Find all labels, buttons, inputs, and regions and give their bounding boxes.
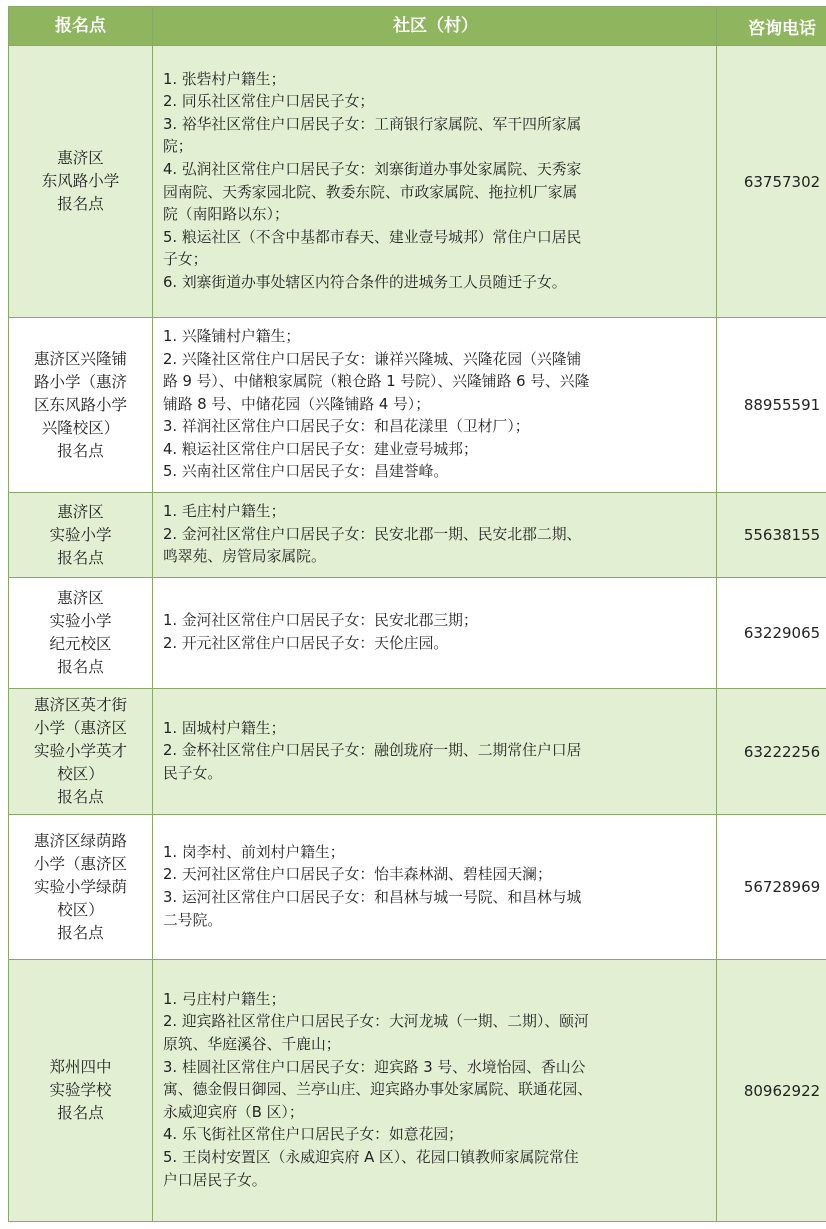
place-cell [9, 689, 153, 815]
community-item: 2. 开元社区常住户口居民子女：天伦庄园。 [163, 635, 449, 652]
place-line: 惠济区英才街 [33, 696, 127, 714]
community-item: 2. 兴隆社区常住户口居民子女：谦祥兴隆城、兴隆花园（兴隆铺 [163, 350, 582, 368]
phone-cell: 55638155 [717, 493, 826, 578]
community-item: 路 9 号）、中储粮家属院（粮仓路 1 号院）、兴隆铺路 6 号、兴隆 [163, 373, 590, 391]
place-line: 惠济区兴隆铺 [33, 349, 127, 368]
header-place: 报名点 [9, 7, 153, 46]
community-item: 3. 桂圆社区常住户口居民子女：迎宾路 3 号、水境怡园、香山公 [163, 1058, 586, 1076]
community-item: 6. 刘寨街道办事处辖区内符合条件的进城务工人员随迁子女。 [163, 273, 567, 291]
community-item: 院（南阳路以东）； [163, 206, 289, 224]
community-item: 2. 金杯社区常住户口居民子女：融创珑府一期、二期常住户口居 [163, 742, 582, 760]
community-cell [153, 960, 717, 1222]
place-line: 小学（惠济区 [33, 719, 127, 737]
community-item: 鸣翠苑、房管局家属院。 [163, 548, 326, 566]
place-line: 校区） [57, 765, 104, 783]
community-item: 铺路 8 号、中储花园（兴隆铺路 4 号）； [163, 395, 430, 413]
community-cell [153, 578, 717, 689]
community-item: 1. 岗李村、前刘村户籍生； [163, 843, 345, 861]
community-item: 园南院、天秀家园北院、教委东院、市政家属院、拖拉机厂家属 [163, 183, 578, 201]
community-item: 1. 兴隆铺村户籍生； [163, 327, 301, 345]
table-row [9, 960, 826, 1222]
community-item: 院； [163, 138, 193, 156]
phone-cell: 56728969 [717, 815, 826, 960]
place-line: 实验小学绿荫 [33, 877, 127, 896]
place-line: 报名点 [57, 548, 104, 567]
place-line: 实验小学英才 [33, 742, 127, 760]
phone-cell: 63757302 [717, 46, 826, 318]
community-item: 2. 金河社区常住户口居民子女：民安北郡一期、民安北郡二期、 [163, 525, 582, 543]
community-item: 户口居民子女。 [163, 1171, 267, 1189]
header-phone: 咨询电话 [717, 7, 826, 46]
community-item: 寓、德金假日御园、兰亭山庄、迎宾路办事处家属院、联通花园、 [163, 1081, 593, 1099]
community-item: 子女； [163, 251, 208, 269]
place-line: 惠济区 [57, 589, 104, 607]
place-line: 郑州四中 [49, 1058, 112, 1076]
place-cell [9, 578, 153, 689]
table-body [9, 46, 826, 1222]
registration-table [8, 6, 826, 1222]
community-item: 1. 毛庄村户籍生； [163, 503, 286, 521]
community-item: 2. 迎宾路社区常住户口居民子女：大河龙城（一期、二期）、颐河 [163, 1013, 589, 1031]
place-line: 校区） [57, 900, 104, 919]
place-cell [9, 815, 153, 960]
header-community: 社区（村） [153, 7, 717, 46]
place-line: 报名点 [57, 923, 104, 942]
community-item: 5. 粮运社区（不含中基都市春天、建业壹号城邦）常住户口居民 [163, 228, 582, 246]
place-line: 区东风路小学 [33, 395, 127, 414]
table-row [9, 46, 826, 318]
place-line: 惠济区绿荫路 [33, 831, 127, 850]
phone-cell: 80962922 [717, 960, 826, 1222]
place-cell [9, 318, 153, 493]
place-line: 惠济区 [57, 149, 104, 167]
place-line: 东风路小学 [41, 172, 120, 190]
community-item: 二号院。 [163, 911, 223, 929]
community-item: 民子女。 [163, 764, 223, 782]
place-line: 小学（惠济区 [33, 854, 127, 873]
table-row [9, 578, 826, 689]
place-line: 报名点 [57, 441, 104, 460]
community-item: 1. 张砦村户籍生； [163, 70, 286, 88]
community-item: 4. 弘润社区常住户口居民子女：刘寨街道办事处家属院、天秀家 [163, 160, 582, 178]
community-item: 3. 运河社区常住户口居民子女：和昌林与城一号院、和昌林与城 [163, 889, 582, 906]
community-item: 2. 天河社区常住户口居民子女：怡丰森林湖、碧桂园天澜； [163, 866, 552, 884]
place-line: 惠济区 [57, 502, 104, 521]
place-line: 报名点 [57, 658, 104, 676]
community-cell [153, 318, 717, 493]
place-line: 报名点 [57, 788, 104, 806]
place-cell [9, 46, 153, 318]
community-item: 1. 弓庄村户籍生； [163, 990, 286, 1008]
place-line: 路小学（惠济 [33, 372, 127, 391]
community-item: 3. 祥润社区常住户口居民子女：和昌花漾里（卫材厂）； [163, 418, 530, 436]
community-item: 4. 乐飞街社区常住户口居民子女：如意花园； [163, 1126, 463, 1144]
community-item: 4. 粮运社区常住户口居民子女：建业壹号城邦； [163, 440, 478, 458]
table-row [9, 689, 826, 815]
place-line: 报名点 [57, 1104, 104, 1122]
place-cell [9, 960, 153, 1222]
community-item: 1. 固城村户籍生； [163, 719, 286, 737]
table-row [9, 493, 826, 578]
community-cell [153, 46, 717, 318]
place-line: 实验小学 [49, 612, 112, 630]
place-line: 纪元校区 [49, 635, 112, 653]
table-row [9, 815, 826, 960]
community-item: 3. 裕华社区常住户口居民子女：工商银行家属院、军干四所家属 [163, 115, 582, 133]
community-item: 5. 王岗村安置区（永威迎宾府 A 区）、花园口镇教师家属院常住 [163, 1148, 579, 1166]
table-row [9, 318, 826, 493]
place-line: 实验学校 [49, 1081, 112, 1099]
community-cell [153, 493, 717, 578]
place-cell [9, 493, 153, 578]
community-cell [153, 689, 717, 815]
community-item: 2. 同乐社区常住户口居民子女； [163, 93, 375, 111]
community-item: 5. 兴南社区常住户口居民子女：昌建誉峰。 [163, 463, 449, 481]
community-item: 原筑、华庭溪谷、千鹿山； [163, 1036, 341, 1054]
community-item: 1. 金河社区常住户口居民子女：民安北郡三期； [163, 612, 478, 630]
phone-cell: 63222256 [717, 689, 826, 815]
table-header-row [9, 7, 826, 46]
place-line: 兴隆校区） [41, 418, 120, 437]
place-line: 报名点 [57, 195, 104, 213]
place-line: 实验小学 [49, 525, 112, 544]
community-cell [153, 815, 717, 960]
phone-cell: 63229065 [717, 578, 826, 689]
phone-cell: 88955591 [717, 318, 826, 493]
community-item: 永威迎宾府（B 区）； [163, 1103, 304, 1121]
